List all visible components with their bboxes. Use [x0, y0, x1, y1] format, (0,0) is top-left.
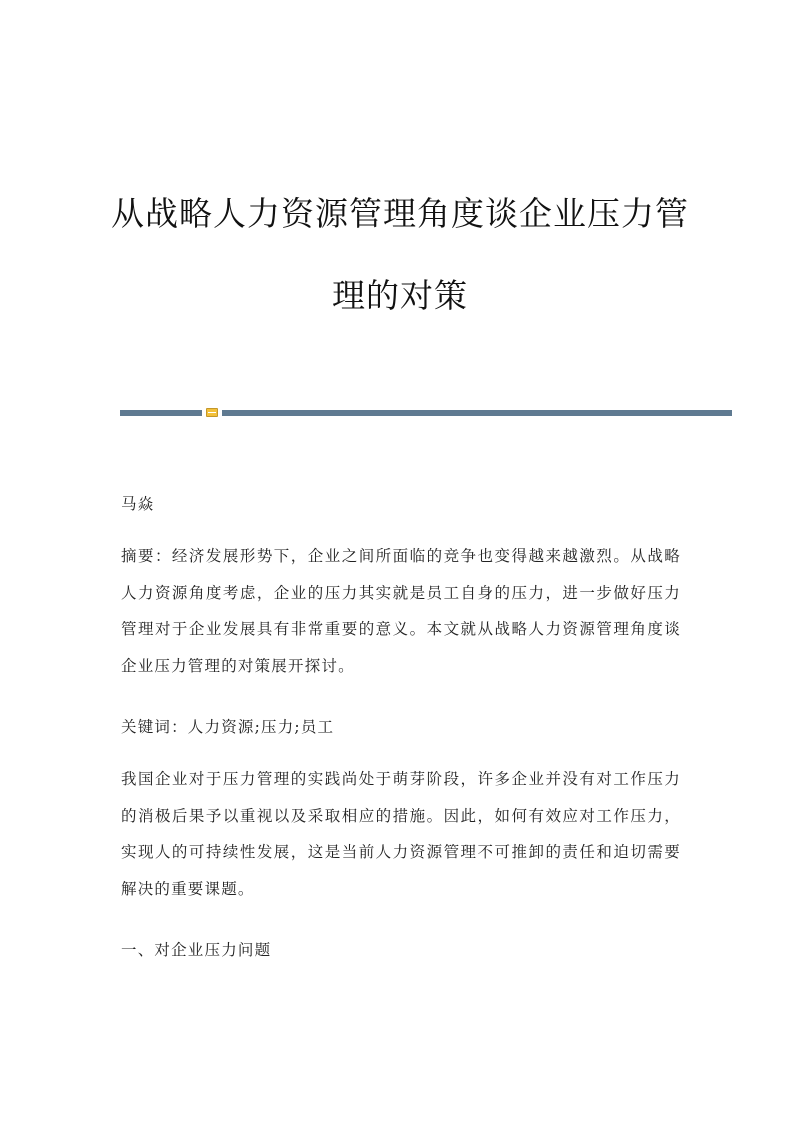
intro-paragraph: 我国企业对于压力管理的实践尚处于萌芽阶段，许多企业并没有对工作压力的消极后果予以重视以及采取相应的措施。因此，如何有效应对工作压力，实现人的可持续性发展，这是当前人力资源管理不可推卸的责任和迫切需要解决的重要课题。: [121, 770, 681, 898]
abstract-paragraph: 摘要：经济发展形势下，企业之间所面临的竞争也变得越来越激烈。从战略人力资源角度考虑，企业的压力其实就是员工自身的压力，进一步做好压力管理对于企业发展具有非常重要的意义。本文就从战略人力资源管理角度谈企业压力管理的对策展开探讨。: [121, 547, 681, 675]
keywords-line: 关键词：人力资源;压力;员工: [121, 718, 335, 736]
divider-bar-left: [120, 410, 202, 416]
folder-icon: [206, 408, 218, 417]
author-name: 马焱: [121, 495, 155, 513]
divider-bar-right: [222, 410, 732, 416]
section-heading: 一、对企业压力问题: [121, 941, 272, 959]
title-divider: [120, 408, 732, 418]
document-title-line-1: 从战略人力资源管理角度谈企业压力管: [111, 194, 689, 233]
document-title-line-2: 理的对策: [332, 276, 468, 315]
